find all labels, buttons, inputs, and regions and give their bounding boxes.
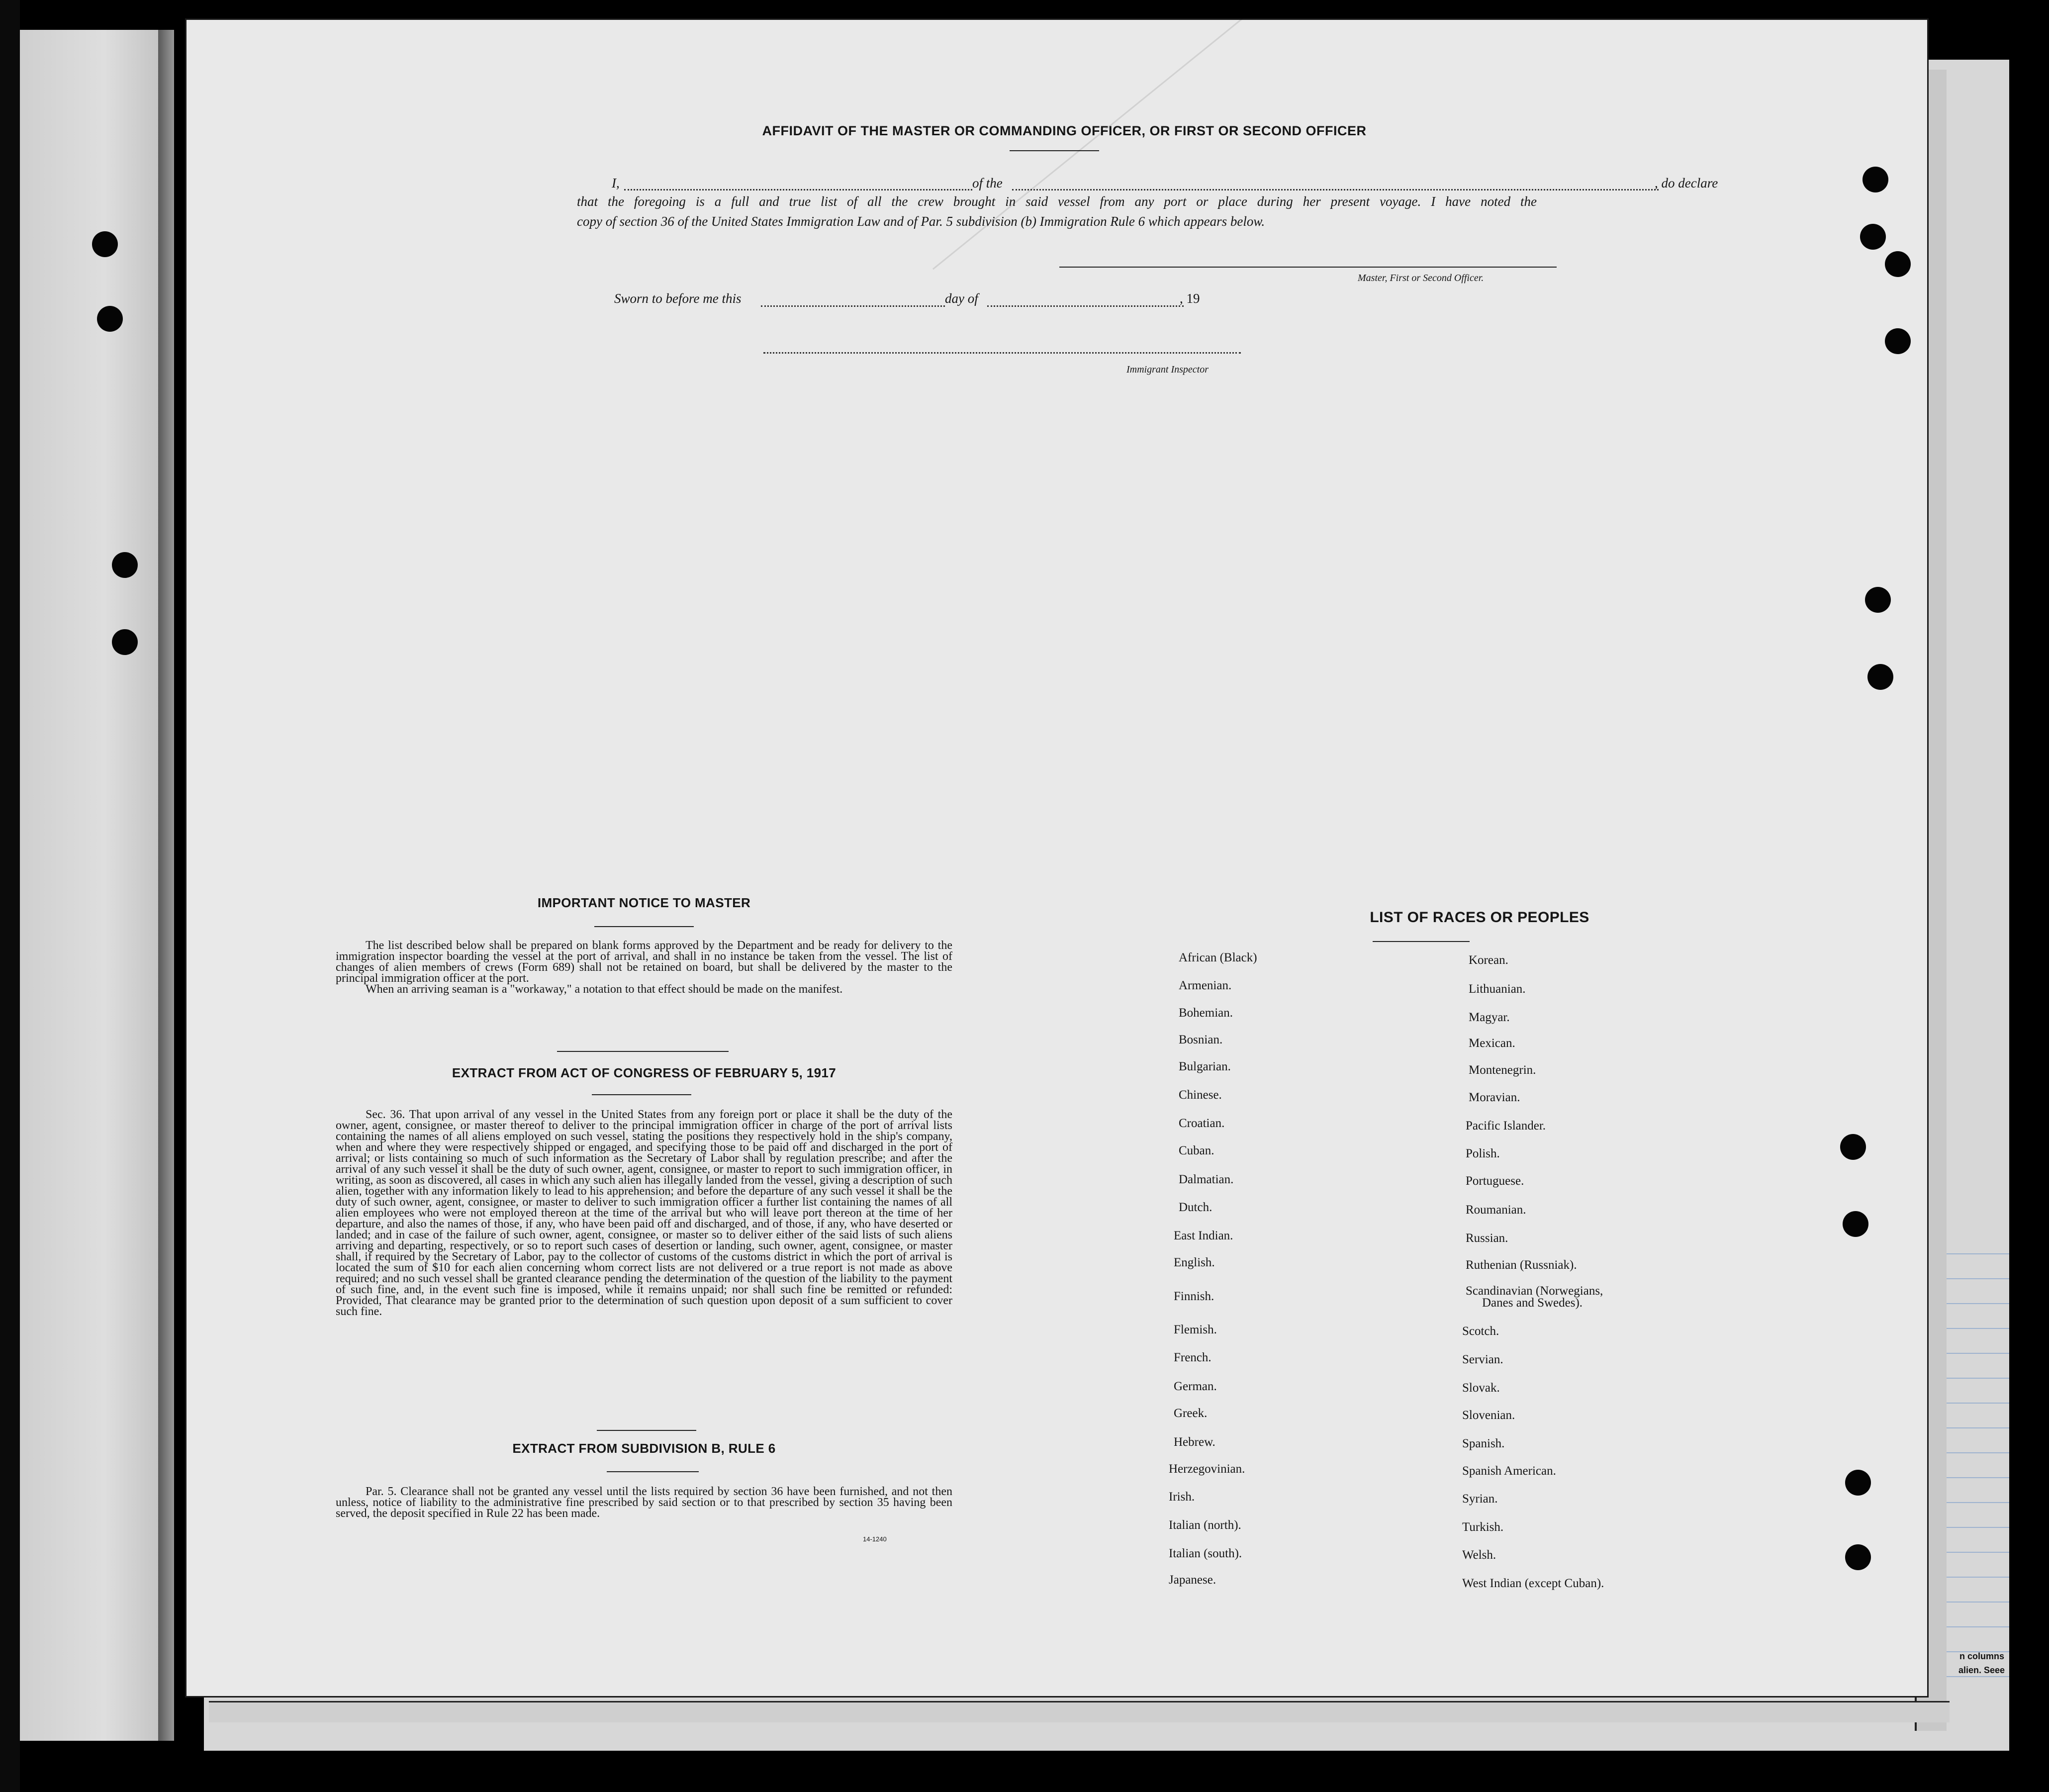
notice-paragraph-1: The list described below shall be prepared on blank forms approved by the Department and be ready for delivery to the immigration inspector boarding the vessel at the port of arrival, and shall in no instance be taken from the vessel. The list of changes of alien members of crews (Form 689) shall not be retained on board, but shall be delivered by the master to the principal immigration officer at the port.: [336, 939, 952, 985]
race-right-item: Slovak.: [1462, 1381, 1500, 1395]
punch-hole: [97, 306, 123, 332]
punch-hole: [92, 231, 118, 257]
punch-hole: [1860, 224, 1886, 250]
extract-act-divider: [597, 1430, 696, 1431]
punch-hole: [1885, 251, 1911, 277]
day-of-label: day of: [945, 291, 978, 306]
race-right-item: Korean.: [1469, 953, 1508, 967]
race-left-item: Dutch.: [1179, 1201, 1212, 1214]
extract-rule-text: [336, 1486, 952, 1519]
declaration-line-2: that the foregoing is a full and true list of all the crew brought in said vessel from any port or place during her present voyage. I have noted the: [577, 194, 1537, 209]
race-right-item: Welsh.: [1462, 1548, 1496, 1562]
race-left-item: Finnish.: [1174, 1290, 1214, 1303]
punch-hole: [112, 552, 138, 578]
race-left-item: Greek.: [1174, 1407, 1208, 1420]
race-right-item: Magyar.: [1469, 1011, 1510, 1024]
race-right-item: Turkish.: [1462, 1520, 1504, 1534]
left-adjacent-page: [20, 30, 174, 1741]
sworn-label: Sworn to before me this: [614, 291, 742, 306]
master-signature-label: Master, First or Second Officer.: [1358, 273, 1484, 283]
race-right-item: Russian.: [1466, 1231, 1508, 1245]
declaration-line-3: copy of section 36 of the United States Immigration Law and of Par. 5 subdivision (b) Immigration Rule 6 which appears below.: [577, 214, 1265, 229]
section-36-text: Sec. 36. That upon arrival of any vessel in the United States from any foreign port or place it shall be the duty of the owner, agent, consignee, or master thereof to deliver to the principal immigration officer in charge of the port of arrival lists containing the names of all aliens employed on such vessel, stating the positions they respectively hold in the ship's company, when and where they were respectively shipped or engaged, and specifying those to be paid off and discharged in the port of arrival; or lists containing so much of such information as the Secretary of Labor shall by regulation prescribe; and after the arrival of any such vessel it shall be the duty of such owner, agent, consignee, or master to report to such immigration officer, in writing, as soon as discovered, all cases in which any such alien has illegally landed from the vessel, giving a description of such alien, together with any information likely to lead to his apprehension; and before the departure of any such vessel it shall be the duty of such owner, agent, consignee, or master to deliver to such immigration officer a further list containing the names of all alien employees who were not employed thereon at the time of the arrival but who will leave port thereon at the time of her departure, and also the names of those, if any, who have been paid off and discharged, and of those, if any, who have deserted or landed; and in case of the failure of such owner, agent, consignee, or master so to deliver either of the said lists of such aliens arriving and departing, respectively, or so to report such cases of desertion or landing, such owner, agent, consignee, or master shall, if required by the Secretary of Labor, pay to the collector of customs of the customs district in which the port of arrival is located the sum of $10 for each alien concerning whom correct lists are not delivered or a true report is not made as above required; and no such vessel shall be granted clearance pending the determination of the question of the liability to the payment of such fine, and, in the event such fine is imposed, while it remains unpaid; nor shall such fine be remitted or refunded: Provided, That clearance may be granted prior to the determination of such question upon deposit of a sum sufficient to cover such fine.: [336, 1108, 952, 1318]
notice-paragraph-2: When an arriving seaman is a "workaway," a notation to that effect should be made on the manifest.: [366, 983, 843, 996]
race-right-item: Servian.: [1462, 1353, 1503, 1366]
race-left-item: Hebrew.: [1174, 1435, 1215, 1449]
race-left-item: Italian (south).: [1169, 1547, 1242, 1560]
race-right-item: Moravian.: [1469, 1091, 1520, 1104]
extract-rule-title: EXTRACT FROM SUBDIVISION B, RULE 6: [512, 1441, 776, 1456]
notice-rule: [594, 926, 694, 927]
race-right-item: Lithuanian.: [1469, 982, 1526, 996]
vessel-blank[interactable]: [1012, 189, 1659, 190]
sworn-day-blank[interactable]: [761, 305, 945, 307]
punch-hole: [1843, 1211, 1868, 1237]
race-right-item: Ruthenian (Russniak).: [1466, 1258, 1577, 1272]
race-left-item: Italian (north).: [1169, 1518, 1241, 1532]
form-number: 14-1240: [863, 1535, 887, 1543]
race-left-item: Bohemian.: [1179, 1006, 1233, 1020]
race-right-item: Spanish American.: [1462, 1464, 1556, 1478]
races-rule: [1373, 941, 1470, 942]
extract-rule-rule: [607, 1471, 699, 1472]
sworn-month-blank[interactable]: [987, 305, 1184, 307]
races-title: LIST OF RACES OR PEOPLES: [1370, 909, 1589, 926]
race-right-item: Scandinavian (Norwegians,: [1466, 1284, 1603, 1298]
punch-hole: [1845, 1544, 1871, 1570]
race-right-item: West Indian (except Cuban).: [1462, 1577, 1604, 1590]
race-right-item: Portuguese.: [1466, 1174, 1524, 1188]
notice-title: IMPORTANT NOTICE TO MASTER: [537, 895, 751, 910]
race-right-item: Syrian.: [1462, 1492, 1498, 1506]
year-label: , 19: [1180, 291, 1200, 306]
extract-act-rule: [592, 1094, 691, 1095]
punch-hole: [1865, 587, 1891, 613]
left-page-shadow: [158, 30, 183, 1741]
inspector-label: Immigrant Inspector: [1126, 364, 1209, 375]
race-left-item: German.: [1174, 1380, 1217, 1393]
affidavit-title: AFFIDAVIT OF THE MASTER OR COMMANDING OFFICER, OR FIRST OR SECOND OFFICER: [762, 123, 1367, 138]
punch-hole: [1840, 1134, 1866, 1160]
punch-hole: [1845, 1470, 1871, 1496]
underlying-page-bottom: [209, 1701, 1950, 1722]
edge-note-line-1: n columns: [1959, 1651, 2005, 1661]
notice-divider: [557, 1051, 729, 1052]
race-right-item: Slovenian.: [1462, 1409, 1515, 1422]
race-left-item: Cuban.: [1179, 1144, 1214, 1157]
race-right-item: Mexican.: [1469, 1037, 1515, 1050]
race-left-item: Dalmatian.: [1179, 1173, 1234, 1186]
race-left-item: Irish.: [1169, 1490, 1195, 1504]
race-left-item: Japanese.: [1169, 1573, 1216, 1587]
name-blank[interactable]: [624, 189, 972, 190]
race-right-item: Montenegrin.: [1469, 1063, 1536, 1077]
extract-act-text: [336, 1109, 952, 1317]
document-page: [186, 20, 1927, 1696]
master-signature-line[interactable]: [1059, 267, 1557, 268]
race-right-item-continued: Danes and Swedes).: [1482, 1296, 1583, 1310]
title-rule: [1010, 150, 1099, 151]
edge-note-line-2: alien. Seee: [1958, 1665, 2005, 1675]
scan-border-left: [0, 0, 20, 1792]
race-left-item: Chinese.: [1179, 1088, 1222, 1102]
race-right-item: Spanish.: [1462, 1437, 1505, 1450]
punch-hole: [1867, 664, 1893, 690]
par-5-text: Par. 5. Clearance shall not be granted any vessel until the lists required by section 36 have been furnished, and not then unless, notice of liability to the administrative fine prescribed by said section or to that prescribed by section 35 having been served, the deposit specified in Rule 22 has been made.: [336, 1485, 952, 1520]
punch-hole: [112, 629, 138, 655]
race-left-item: Croatian.: [1179, 1117, 1225, 1130]
race-right-item: Scotch.: [1462, 1324, 1499, 1338]
race-right-item: Pacific Islander.: [1466, 1119, 1546, 1132]
race-right-item: Polish.: [1466, 1147, 1500, 1160]
notice-text: [336, 940, 952, 995]
i-label: I,: [612, 176, 620, 190]
race-left-item: Bulgarian.: [1179, 1060, 1231, 1073]
race-right-item: Roumanian.: [1466, 1203, 1526, 1217]
race-left-item: Herzegovinian.: [1169, 1462, 1245, 1476]
race-left-item: French.: [1174, 1351, 1211, 1364]
race-left-item: Flemish.: [1174, 1323, 1217, 1336]
do-declare-label: , do declare: [1655, 176, 1718, 190]
punch-hole: [1863, 167, 1888, 192]
race-left-item: English.: [1174, 1256, 1215, 1269]
of-the-label: of the: [972, 176, 1003, 190]
race-left-item: Armenian.: [1179, 979, 1232, 992]
race-left-item: Bosnian.: [1179, 1033, 1223, 1046]
race-left-item: East Indian.: [1174, 1229, 1233, 1242]
inspector-signature-line[interactable]: [763, 352, 1241, 354]
race-left-item: African (Black): [1179, 951, 1257, 964]
punch-hole: [1885, 328, 1911, 354]
extract-act-title: EXTRACT FROM ACT OF CONGRESS OF FEBRUARY 5, 1917: [452, 1065, 837, 1080]
